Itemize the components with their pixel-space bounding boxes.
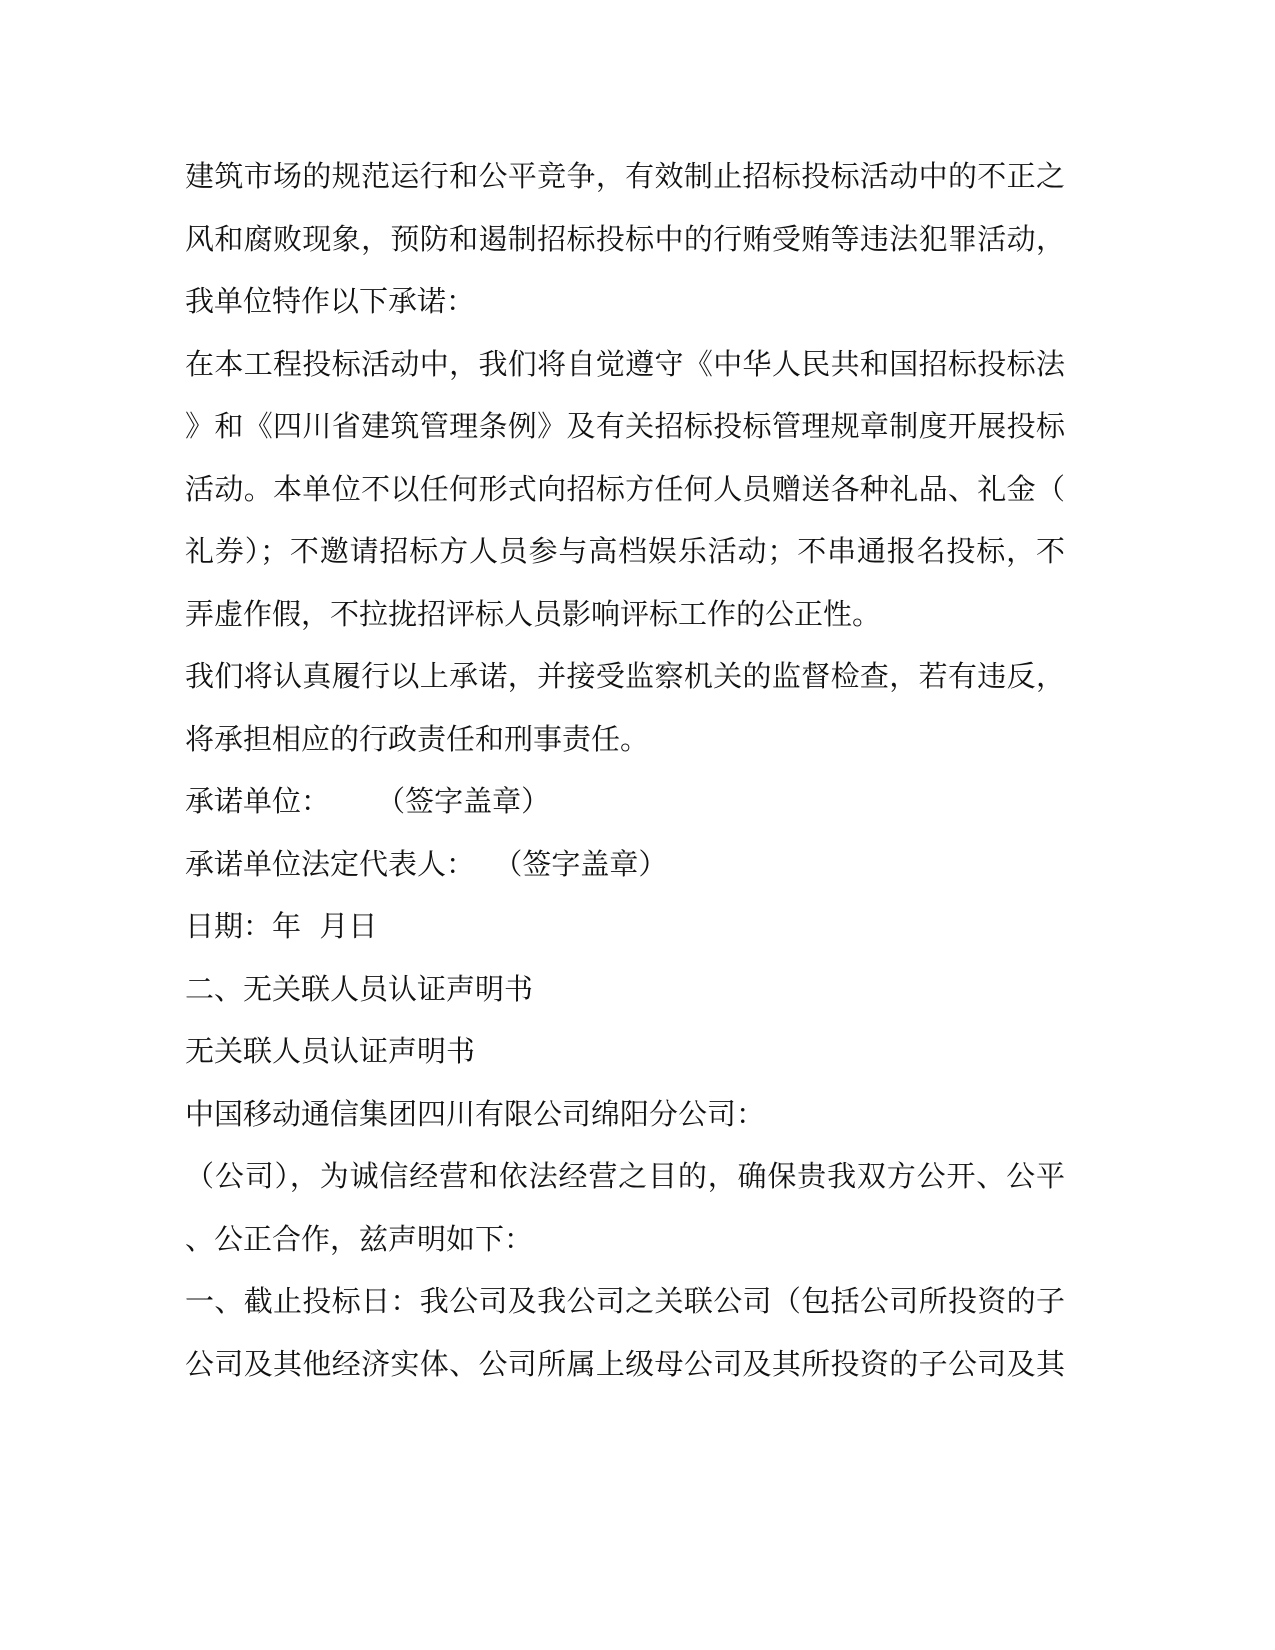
text-line: 一、截止投标日：我公司及我公司之关联公司（包括公司所投资的子	[185, 1284, 1065, 1318]
signature-unit-line: 承诺单位： （签字盖章）	[185, 784, 551, 818]
text-line: 将承担相应的行政责任和刑事责任。	[185, 721, 650, 756]
text-line: 在本工程投标活动中，我们将自觉遵守《中华人民共和国招标投标法	[185, 346, 1065, 381]
text-line: 活动。本单位不以任何形式向招标方任何人员赠送各种礼品、礼金（	[185, 471, 1065, 506]
text-line: 我们将认真履行以上承诺，并接受监察机关的监督检查，若有违反，	[185, 659, 1065, 693]
text-line: 、公正合作，兹声明如下：	[185, 1221, 534, 1256]
text-line: 风和腐败现象，预防和遏制招标投标中的行贿受贿等违法犯罪活动，	[185, 221, 1065, 256]
text-line: 礼券）；不邀请招标方人员参与高档娱乐活动；不串通报名投标，不	[185, 534, 1065, 568]
text-line: 》和《四川省建筑管理条例》及有关招标投标管理规章制度开展投标	[185, 409, 1065, 443]
text-line: 弄虚作假，不拉拢招评标人员影响评标工作的公正性。	[185, 596, 882, 631]
text-line: 我单位特作以下承诺：	[185, 284, 476, 318]
addressee-line: 中国移动通信集团四川有限公司绵阳分公司：	[185, 1096, 766, 1131]
section-heading: 二、无关联人员认证声明书	[185, 971, 534, 1006]
text-line: （公司），为诚信经营和依法经营之目的，确保贵我双方公开、公平	[185, 1159, 1065, 1193]
date-line: 日期：年 月日	[185, 909, 378, 943]
text-line: 建筑市场的规范运行和公平竞争，有效制止招标投标活动中的不正之	[185, 159, 1065, 193]
signature-representative-line: 承诺单位法定代表人： （签字盖章）	[185, 846, 668, 881]
declaration-title: 无关联人员认证声明书	[185, 1034, 476, 1068]
text-line: 公司及其他经济实体、公司所属上级母公司及其所投资的子公司及其	[185, 1346, 1065, 1381]
document-body	[185, 154, 1065, 1404]
